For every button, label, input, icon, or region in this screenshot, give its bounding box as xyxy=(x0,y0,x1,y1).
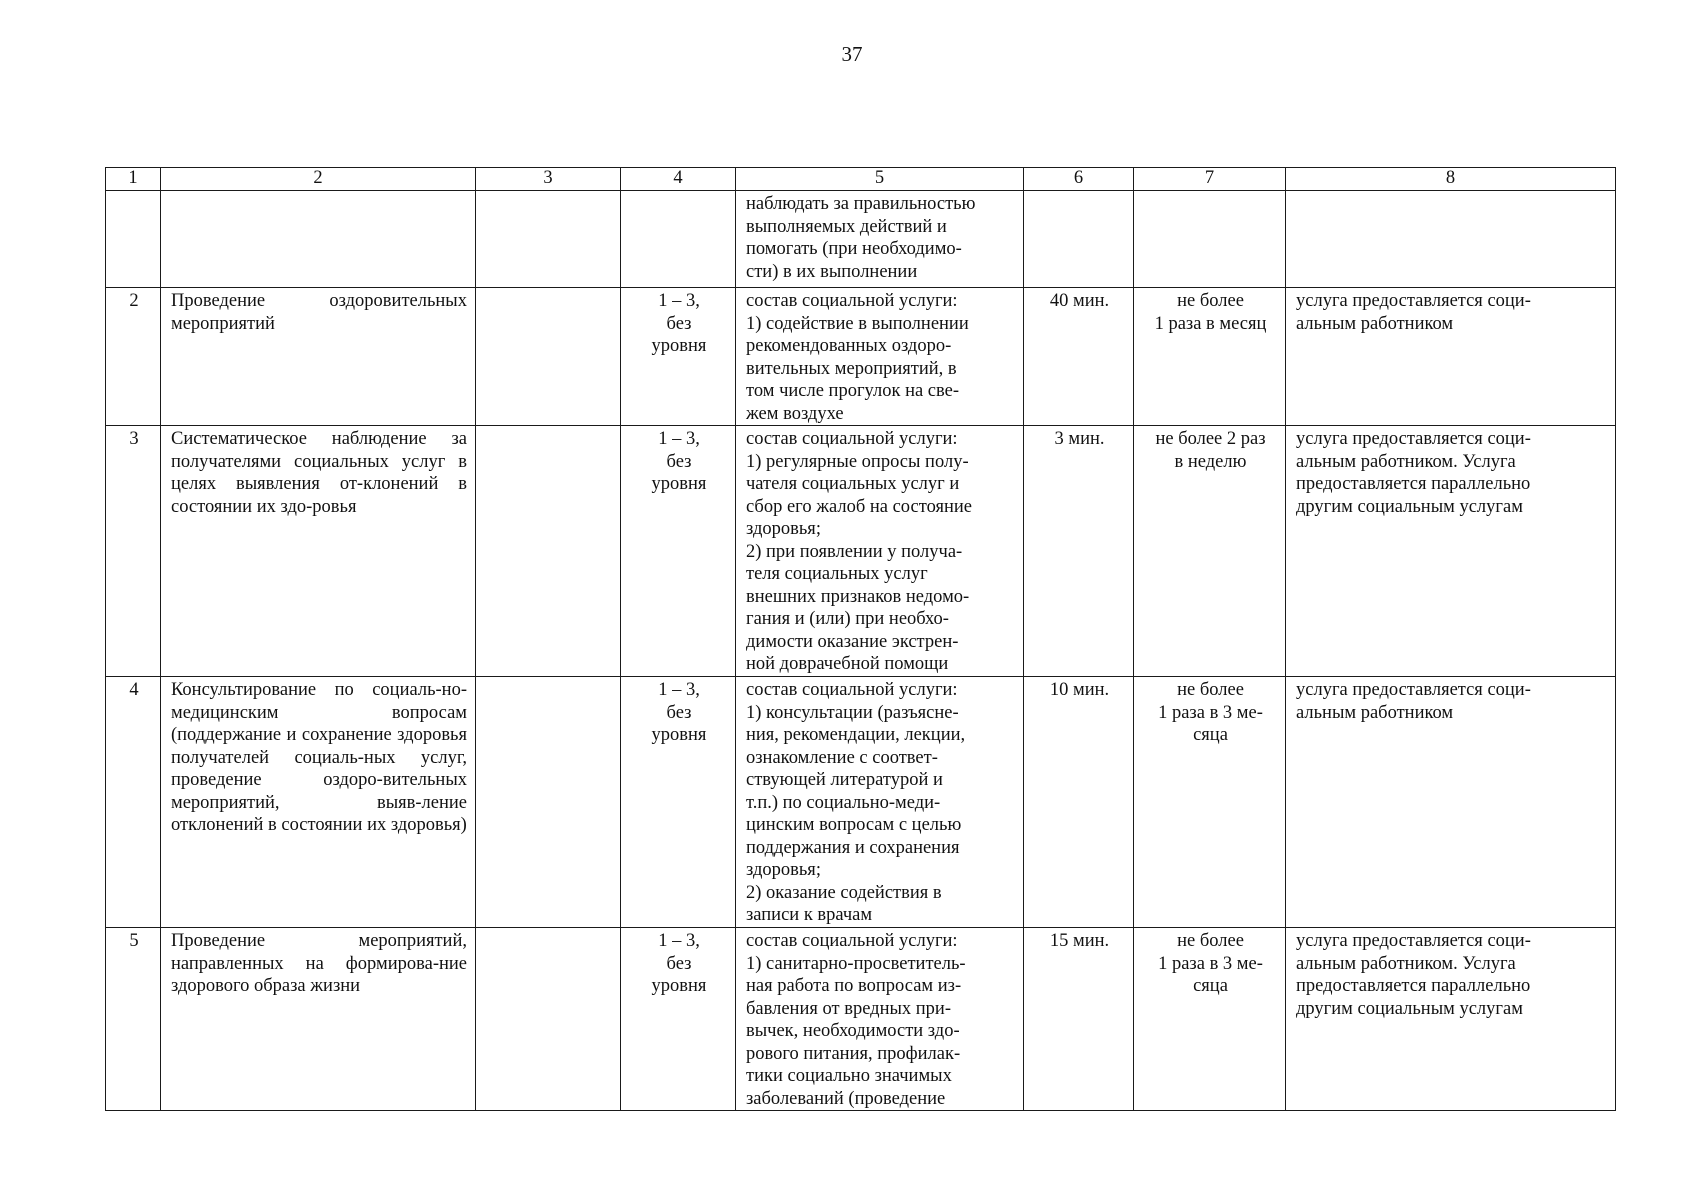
table-row xyxy=(106,426,1616,677)
cell-duration: 15 мин. xyxy=(1024,928,1134,1111)
cell-duration xyxy=(1024,191,1134,288)
cell-name: Проведение мероприятий, направленных на формирова-ние здорового образа жизни xyxy=(161,928,476,1111)
services-table xyxy=(105,167,1616,1111)
header-cell: 3 xyxy=(476,168,621,191)
cell-duration: 40 мин. xyxy=(1024,288,1134,426)
cell-col3 xyxy=(476,928,621,1111)
cell-levels: 1 – 3, без уровня xyxy=(621,928,736,1111)
table-header-row xyxy=(106,168,1616,191)
cell-duration: 10 мин. xyxy=(1024,677,1134,928)
cell-content: наблюдать за правильностью выполняемых действий и помогать (при необходимо- сти) в их выполнении xyxy=(736,191,1024,288)
cell-conditions: услуга предоставляется соци- альным работником. Услуга предоставляется параллельно другим социальным услугам xyxy=(1286,928,1616,1111)
cell-duration: 3 мин. xyxy=(1024,426,1134,677)
cell-num: 5 xyxy=(106,928,161,1111)
header-cell: 4 xyxy=(621,168,736,191)
header-cell: 2 xyxy=(161,168,476,191)
cell-frequency: не более 1 раза в 3 ме- сяца xyxy=(1134,677,1286,928)
cell-levels: 1 – 3, без уровня xyxy=(621,677,736,928)
cell-conditions: услуга предоставляется соци- альным работником. Услуга предоставляется параллельно другим социальным услугам xyxy=(1286,426,1616,677)
header-cell: 6 xyxy=(1024,168,1134,191)
cell-frequency xyxy=(1134,191,1286,288)
table-row xyxy=(106,928,1616,1111)
header-cell: 8 xyxy=(1286,168,1616,191)
cell-content: состав социальной услуги: 1) консультации (разъясне- ния, рекомендации, лекции, ознакомление с соответ- ствующей литературой и т.п.) по социально-меди- цинским вопросам с целью поддержания и сохранения здоровья; 2) оказание содействия в записи к врачам xyxy=(736,677,1024,928)
table-row xyxy=(106,677,1616,928)
table-row-continuation xyxy=(106,191,1616,288)
header-cell: 5 xyxy=(736,168,1024,191)
cell-levels: 1 – 3, без уровня xyxy=(621,426,736,677)
page-number: 37 xyxy=(841,42,863,66)
cell-col3 xyxy=(476,288,621,426)
cell-name: Систематическое наблюдение за получателями социальных услуг в целях выявления от-клонений в состоянии их здо-ровья xyxy=(161,426,476,677)
cell-conditions: услуга предоставляется соци- альным работником xyxy=(1286,288,1616,426)
cell-content: состав социальной услуги: 1) санитарно-просветитель- ная работа по вопросам из- бавления от вредных при- вычек, необходимости здо- рового питания, профилак- тики социально значимых заболеваний (проведение xyxy=(736,928,1024,1111)
cell-num: 3 xyxy=(106,426,161,677)
cell-levels xyxy=(621,191,736,288)
cell-col3 xyxy=(476,677,621,928)
cell-frequency: не более 1 раза в 3 ме- сяца xyxy=(1134,928,1286,1111)
header-cell: 7 xyxy=(1134,168,1286,191)
cell-num: 4 xyxy=(106,677,161,928)
cell-name: Проведение оздоровительных мероприятий xyxy=(161,288,476,426)
cell-frequency: не более 1 раза в месяц xyxy=(1134,288,1286,426)
cell-conditions: услуга предоставляется соци- альным работником xyxy=(1286,677,1616,928)
cell-content: состав социальной услуги: 1) содействие в выполнении рекомендованных оздоро- вительных мероприятий, в том числе прогулок на све- жем воздухе xyxy=(736,288,1024,426)
header-cell: 1 xyxy=(106,168,161,191)
cell-frequency: не более 2 раз в неделю xyxy=(1134,426,1286,677)
cell-num: 2 xyxy=(106,288,161,426)
cell-conditions xyxy=(1286,191,1616,288)
table-row xyxy=(106,288,1616,426)
cell-levels: 1 – 3, без уровня xyxy=(621,288,736,426)
cell-name: Консультирование по социаль-но-медицинским вопросам (поддержание и сохранение здоровья получателей социаль-ных услуг, проведение оздоро-вительных мероприятий, выяв-ление отклонений в состоянии их здоровья) xyxy=(161,677,476,928)
cell-col3 xyxy=(476,191,621,288)
cell-col3 xyxy=(476,426,621,677)
cell-content: состав социальной услуги: 1) регулярные опросы полу- чателя социальных услуг и сбор его жалоб на состояние здоровья; 2) при появлении у получа- теля социальных услуг внешних признаков недомо- гания и (или) при необхо- димости оказание экстрен- ной доврачебной помощи xyxy=(736,426,1024,677)
cell-name xyxy=(161,191,476,288)
cell-num xyxy=(106,191,161,288)
